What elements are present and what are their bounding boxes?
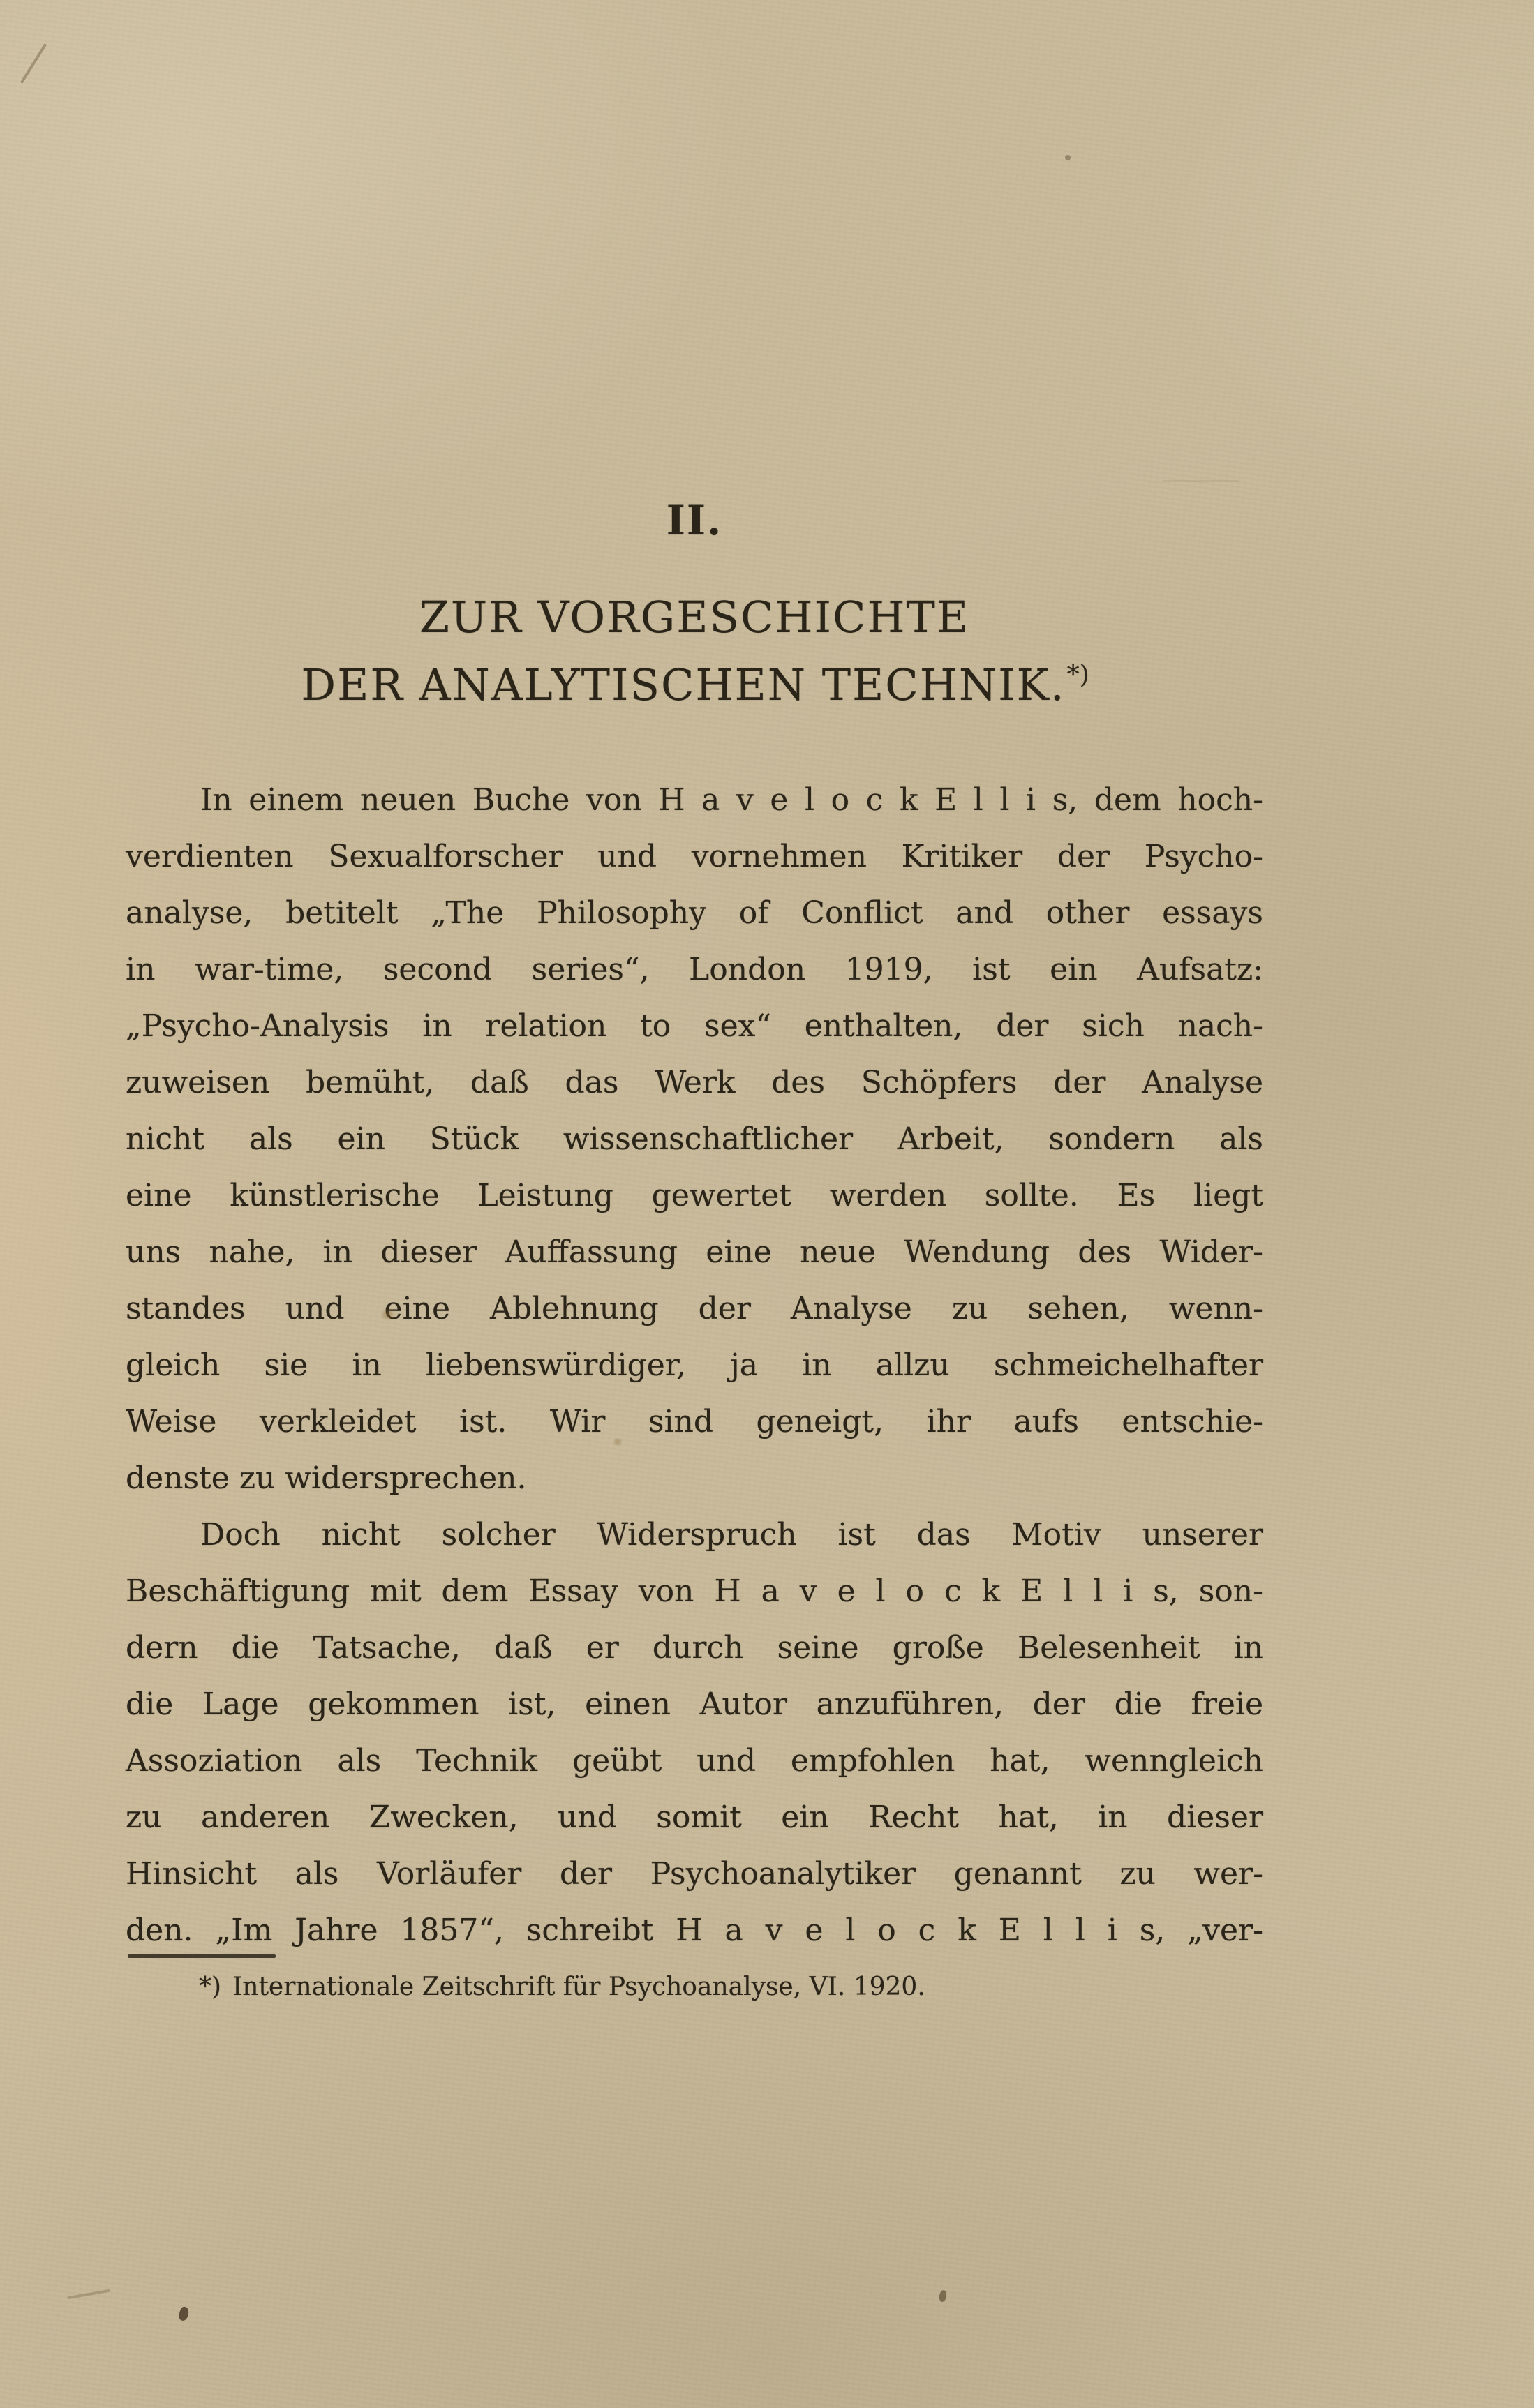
text-line: „Psycho-Analysis in relation to sex“ enthalten, der sich nach- [126,1008,1263,1044]
paper-stain [382,1310,393,1319]
text-line: zuweisen bemüht, daß das Werk des Schöpfers der Analyse [126,1065,1263,1100]
text-line: zu anderen Zwecken, und somit ein Recht hat, in dieser [126,1800,1263,1835]
scan-artifact [1163,480,1239,482]
body-paragraphs [126,772,1263,1959]
footnote-text: Internationale Zeitschrift für Psychoanalyse, VI. 1920. [232,1973,925,2001]
text-line: verdienten Sexualforscher und vornehmen Kritiker der Psycho- [126,839,1263,874]
text-line: den. „Im Jahre 1857“, schreibt H a v e l o c k E l l i s, „ver- [126,1913,1263,1948]
text-line: In einem neuen Buche von H a v e l o c k E l l i s, dem hoch- [200,782,1263,818]
scan-artifact [67,2289,110,2300]
paper-stain [614,1439,621,1445]
chapter-number: II. [666,497,723,544]
text-line: gleich sie in liebenswürdiger, ja in allzu schmeichelhafter [126,1347,1263,1383]
chapter-title-line1: ZUR VORGESCHICHTE [419,592,970,643]
text-line: Hinsicht als Vorläufer der Psychoanalytiker genannt zu wer- [126,1856,1263,1892]
chapter-title-line2: DER ANALYTISCHEN TECHNIK. [301,659,1066,710]
chapter-title [126,583,1263,726]
paper-speck [939,2289,948,2302]
text-line: standes und eine Ablehnung der Analyse zu sehen, wenn- [126,1291,1263,1326]
text-line: analyse, betitelt „The Philosophy of Conflict and other essays [126,895,1263,931]
paper-speck [177,2305,191,2321]
text-line: denste zu widersprechen. [126,1460,527,1496]
text-line: Doch nicht solcher Widerspruch ist das Motiv unserer [200,1517,1263,1553]
title-footnote-marker: *) [1066,661,1089,689]
text-line: die Lage gekommen ist, einen Autor anzuführen, der die freie [126,1687,1263,1722]
text-line: Assoziation als Technik geübt und empfohlen hat, wenngleich [126,1743,1263,1779]
text-line: dern die Tatsache, daß er durch seine große Belesenheit in [126,1630,1263,1666]
text-line: uns nahe, in dieser Auffassung eine neue Wendung des Wider- [126,1234,1263,1270]
text-line: Beschäftigung mit dem Essay von H a v e l o c k E l l i s, son- [126,1573,1263,1609]
footnote-separator-rule [128,1954,276,1958]
text-line: Weise verkleidet ist. Wir sind geneigt, ihr aufs entschie- [126,1404,1263,1439]
footnote [126,1966,1336,2008]
footnote-marker: *) [199,1973,222,2001]
scan-artifact [20,43,47,84]
text-line: in war-time, second series“, London 1919, ist ein Aufsatz: [126,952,1263,987]
paper-speck [1065,155,1071,160]
text-line: nicht als ein Stück wissenschaftlicher Arbeit, sondern als [126,1121,1263,1157]
text-line: eine künstlerische Leistung gewertet werden sollte. Es liegt [126,1178,1263,1213]
